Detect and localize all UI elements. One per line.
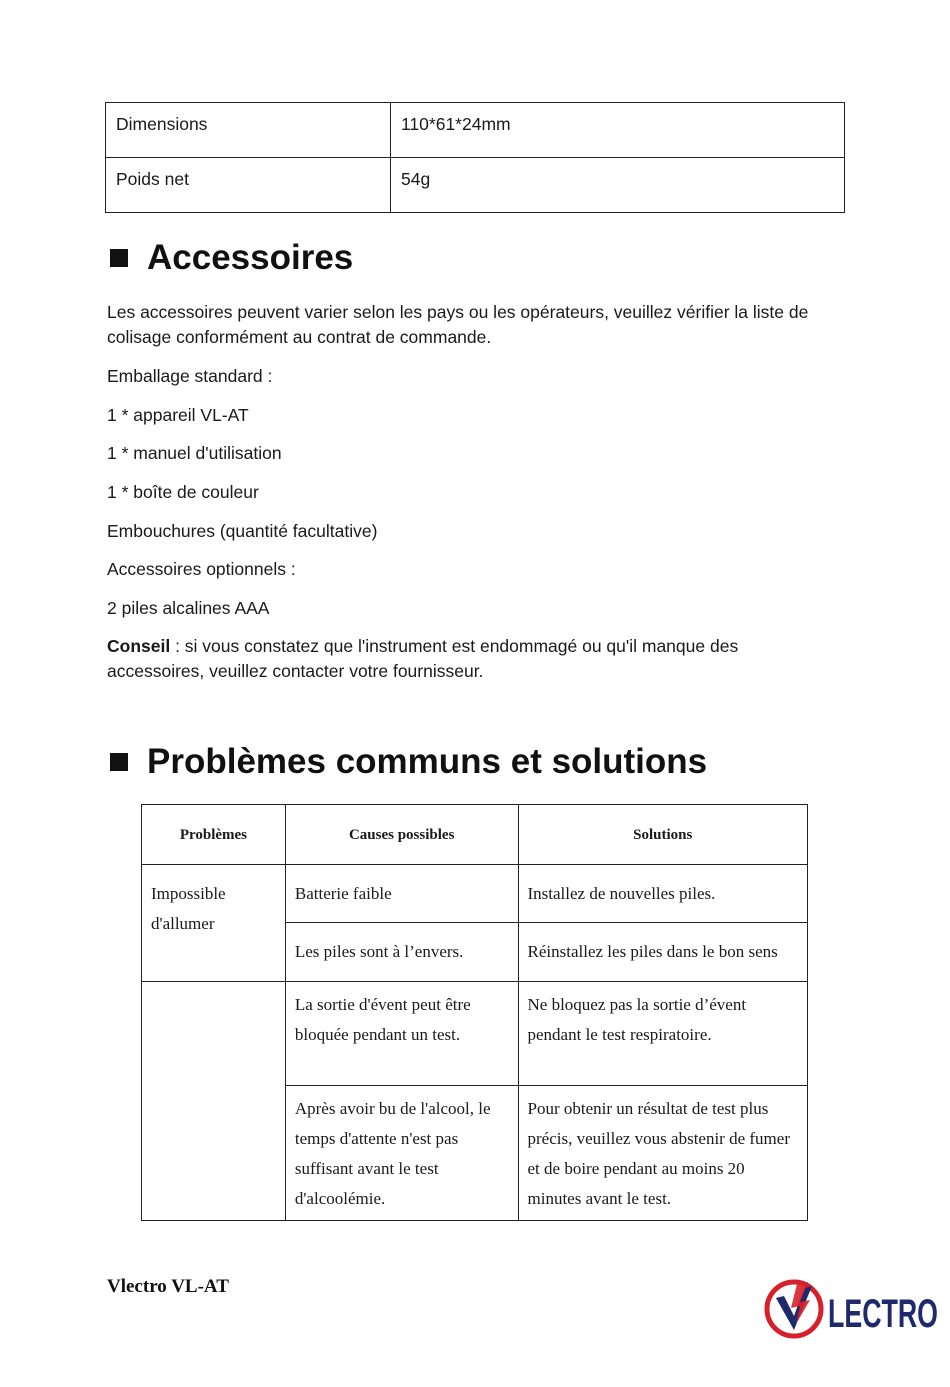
spec-table (105, 102, 845, 213)
cause-cell: La sortie d'évent peut être bloquée pendant un test. (285, 982, 518, 1086)
footer-product-name: Vlectro VL-AT (107, 1276, 229, 1297)
tip-label: Conseil (107, 636, 171, 656)
spec-label: Dimensions (106, 103, 391, 158)
table-header-row (142, 805, 808, 865)
accessories-intro: Les accessoires peuvent varier selon les pays ou les opérateurs, veuillez vérifier la liste de colisage conformément au contrat de commande. (107, 302, 809, 347)
tip-paragraph (107, 634, 807, 684)
optional-label: Accessoires optionnels : (107, 559, 296, 579)
solution-cell: Pour obtenir un résultat de test plus précis, veuillez vous abstenir de fumer et de boire pendant au moins 20 minutes avant le test. (518, 1086, 807, 1221)
optional-item: 2 piles alcalines AAA (107, 598, 270, 618)
accessory-item: Embouchures (quantité facultative) (107, 521, 378, 541)
header-problems: Problèmes (142, 805, 286, 865)
problems-table (141, 804, 808, 1221)
problem-cell: Impossible d'allumer (142, 865, 286, 982)
spec-row (106, 158, 845, 213)
accessories-heading-text: Accessoires (147, 238, 354, 277)
spec-row (106, 103, 845, 158)
cause-cell: Après avoir bu de l'alcool, le temps d'attente n'est pas suffisant avant le test d'alcoolémie. (285, 1086, 518, 1221)
square-bullet-icon (110, 249, 128, 267)
vlectro-logo (764, 1278, 940, 1340)
solution-cell: Réinstallez les piles dans le bon sens (518, 923, 807, 982)
square-bullet-icon (110, 753, 128, 771)
accessory-item: 1 * boîte de couleur (107, 482, 259, 502)
problems-heading-text: Problèmes communs et solutions (147, 742, 708, 781)
problems-heading (110, 742, 707, 782)
spec-value: 110*61*24mm (391, 103, 845, 158)
header-causes: Causes possibles (285, 805, 518, 865)
accessory-item: 1 * appareil VL-AT (107, 405, 249, 425)
logo-icon (764, 1278, 940, 1340)
standard-label: Emballage standard : (107, 366, 273, 386)
spec-value: 54g (391, 158, 845, 213)
table-row (142, 865, 808, 923)
tip-text: : si vous constatez que l'instrument est endommagé ou qu'il manque des accessoires, veuillez contacter votre fournisseur. (107, 636, 739, 681)
solution-cell: Ne bloquez pas la sortie d’évent pendant le test respiratoire. (518, 982, 807, 1086)
solution-cell: Installez de nouvelles piles. (518, 865, 807, 923)
accessory-item: 1 * manuel d'utilisation (107, 443, 282, 463)
logo-text: LECTRO (828, 1292, 938, 1336)
spec-label: Poids net (106, 158, 391, 213)
table-row (142, 982, 808, 1086)
cause-cell: Les piles sont à l’envers. (285, 923, 518, 982)
cause-cell: Batterie faible (285, 865, 518, 923)
header-solutions: Solutions (518, 805, 807, 865)
accessories-heading (110, 238, 353, 278)
problem-cell-empty (142, 982, 286, 1221)
